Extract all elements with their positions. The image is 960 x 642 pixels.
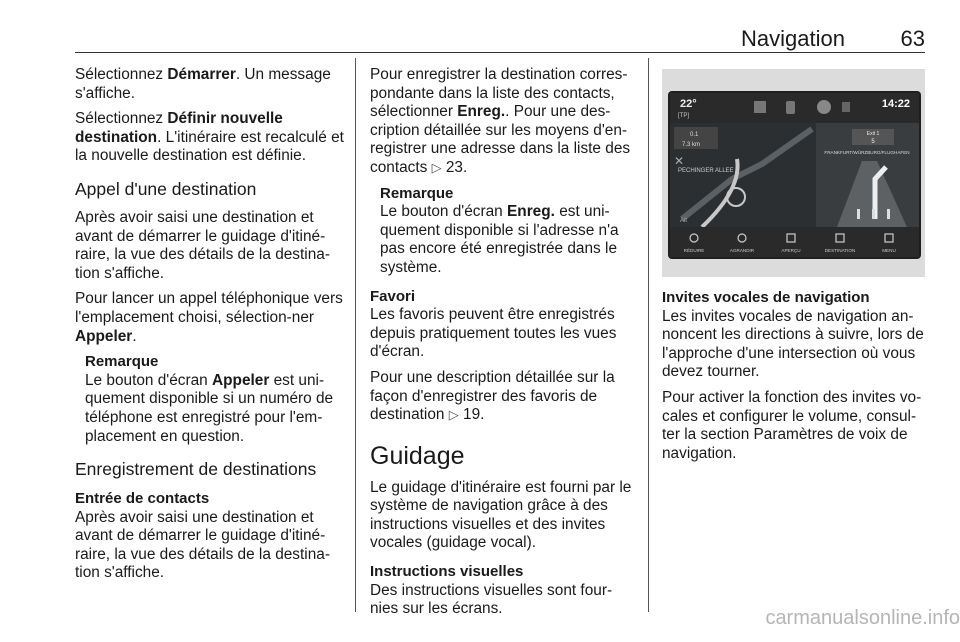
paragraph-voice-prompts: Les invites vocales de navigation an-noncent les directions à suivre, lors de l'approche d'une intersection où vous devez tourner. bbox=[662, 307, 924, 381]
note-title: Remarque bbox=[85, 353, 159, 371]
phone-icon[interactable] bbox=[786, 101, 795, 114]
subheading-favorite: Favori bbox=[370, 287, 416, 305]
paragraph-save-contact: Pour enregistrer la destination corres-pondante dans la liste des contacts, sélectionner Enreg.. Pour une des-cription détaillée sur les moyens d'en-registrer une adresse dans la liste des contacts ▷ 23. bbox=[370, 66, 631, 176]
settings-icon[interactable] bbox=[842, 102, 850, 112]
distance-top-text: 0.1 bbox=[690, 132, 699, 138]
distance-text: 7.3 km bbox=[682, 142, 701, 148]
paragraph-favorites-ref: Pour une description détaillée sur la façon d'enregistrer des favoris de destination ▷ 19. bbox=[370, 368, 615, 424]
page-number: 63 bbox=[900, 26, 925, 51]
direction-text: FRANKFURT/WÜRZBURG/FLUGHAFEN bbox=[824, 150, 910, 155]
chapter-title: Navigation bbox=[741, 26, 845, 51]
note-text: Le bouton d'écran Enreg. est uni-quement disponible si l'adresse n'a pas encore été enregistrée dans le système. bbox=[380, 203, 619, 276]
subheading-contacts: Entrée de contacts bbox=[75, 490, 210, 508]
note-text: Le bouton d'écran Appeler est uni-quement disponible si un numéro de téléphone est enregistré pour l'em-placement en question. bbox=[85, 371, 334, 445]
subheading-visual-instructions: Instructions visuelles bbox=[370, 563, 524, 581]
exit-text: Exit 1 bbox=[866, 131, 880, 137]
column-2 bbox=[370, 66, 635, 626]
button-reduce[interactable]: RÉDUIRE bbox=[683, 248, 705, 253]
navigation-screen-svg bbox=[662, 69, 925, 277]
heading-save-destinations: Enregistrement de destinations bbox=[75, 459, 317, 480]
button-destination[interactable]: DESTINATION bbox=[824, 248, 856, 253]
paragraph-favorites: Les favoris peuvent être enregistrés depuis pratiquement toutes les vues d'écran. bbox=[370, 306, 617, 361]
paragraph-contacts: Après avoir saisi une destination et avant de démarrer le guidage d'itiné-raire, la vue des détails de la destina-tion s'affiche. bbox=[75, 508, 330, 582]
button-enlarge[interactable]: AGRANDIR bbox=[729, 248, 755, 253]
column-1 bbox=[75, 66, 345, 590]
heading-guidage: Guidage bbox=[370, 441, 465, 470]
note-save bbox=[380, 185, 635, 278]
button-overview[interactable]: APERÇU bbox=[781, 248, 801, 253]
alt-text: Alt bbox=[680, 218, 688, 224]
temperature-text: 22° bbox=[680, 98, 697, 110]
app-icon[interactable] bbox=[754, 101, 766, 113]
note-title: Remarque bbox=[380, 184, 454, 202]
paragraph-visual-instructions: Des instructions visuelles sont four-nies sur les écrans. bbox=[370, 581, 613, 618]
paragraph-guidage: Le guidage d'itinéraire est fourni par le système de navigation grâce à des instructions visuelles et des invites vocales (guidage vocal). bbox=[370, 478, 632, 552]
paragraph-voice-settings: Pour activer la fonction des invites vo-cales et configurer le volume, consul-ter la section Paramètres de voix de navigation. bbox=[662, 388, 922, 462]
watermark: carmanualsonline.info bbox=[765, 607, 960, 629]
header-rule bbox=[75, 52, 925, 53]
navigation-screen-figure bbox=[662, 69, 925, 277]
page-ref-arrow-icon: ▷ bbox=[448, 407, 459, 423]
paragraph-start: Sélectionnez Démarrer. Un message s'affiche. bbox=[75, 66, 331, 102]
time-text: 14:22 bbox=[881, 98, 910, 110]
column-3 bbox=[662, 289, 928, 470]
column-divider-1 bbox=[355, 58, 356, 612]
paragraph-call-start: Pour lancer un appel téléphonique vers l'emplacement choisi, sélection-ner Appeler. bbox=[75, 290, 343, 345]
page-ref-arrow-icon: ▷ bbox=[431, 159, 442, 175]
button-menu[interactable]: MENU bbox=[882, 248, 896, 253]
street-text: PECHINGER ALLEE bbox=[678, 168, 734, 174]
close-icon[interactable]: ✕ bbox=[674, 154, 685, 168]
paragraph-new-destination: Sélectionnez Définir nouvelle destination. L'itinéraire est recalculé et la nouvelle destination est définie. bbox=[75, 110, 344, 165]
exit-number-text: 5 bbox=[871, 139, 875, 145]
tp-text: [TP] bbox=[678, 113, 690, 119]
page-header bbox=[0, 0, 960, 60]
note-call bbox=[85, 353, 345, 446]
column-divider-2 bbox=[648, 58, 649, 612]
nav-status-icon[interactable] bbox=[817, 100, 831, 114]
heading-call-destination: Appel d'une destination bbox=[75, 178, 257, 199]
subheading-voice-prompts: Invites vocales de navigation bbox=[662, 289, 870, 306]
paragraph-call-details: Après avoir saisi une destination et avant de démarrer le guidage d'itiné-raire, la vue des détails de la destina-tion s'affiche. bbox=[75, 208, 330, 282]
